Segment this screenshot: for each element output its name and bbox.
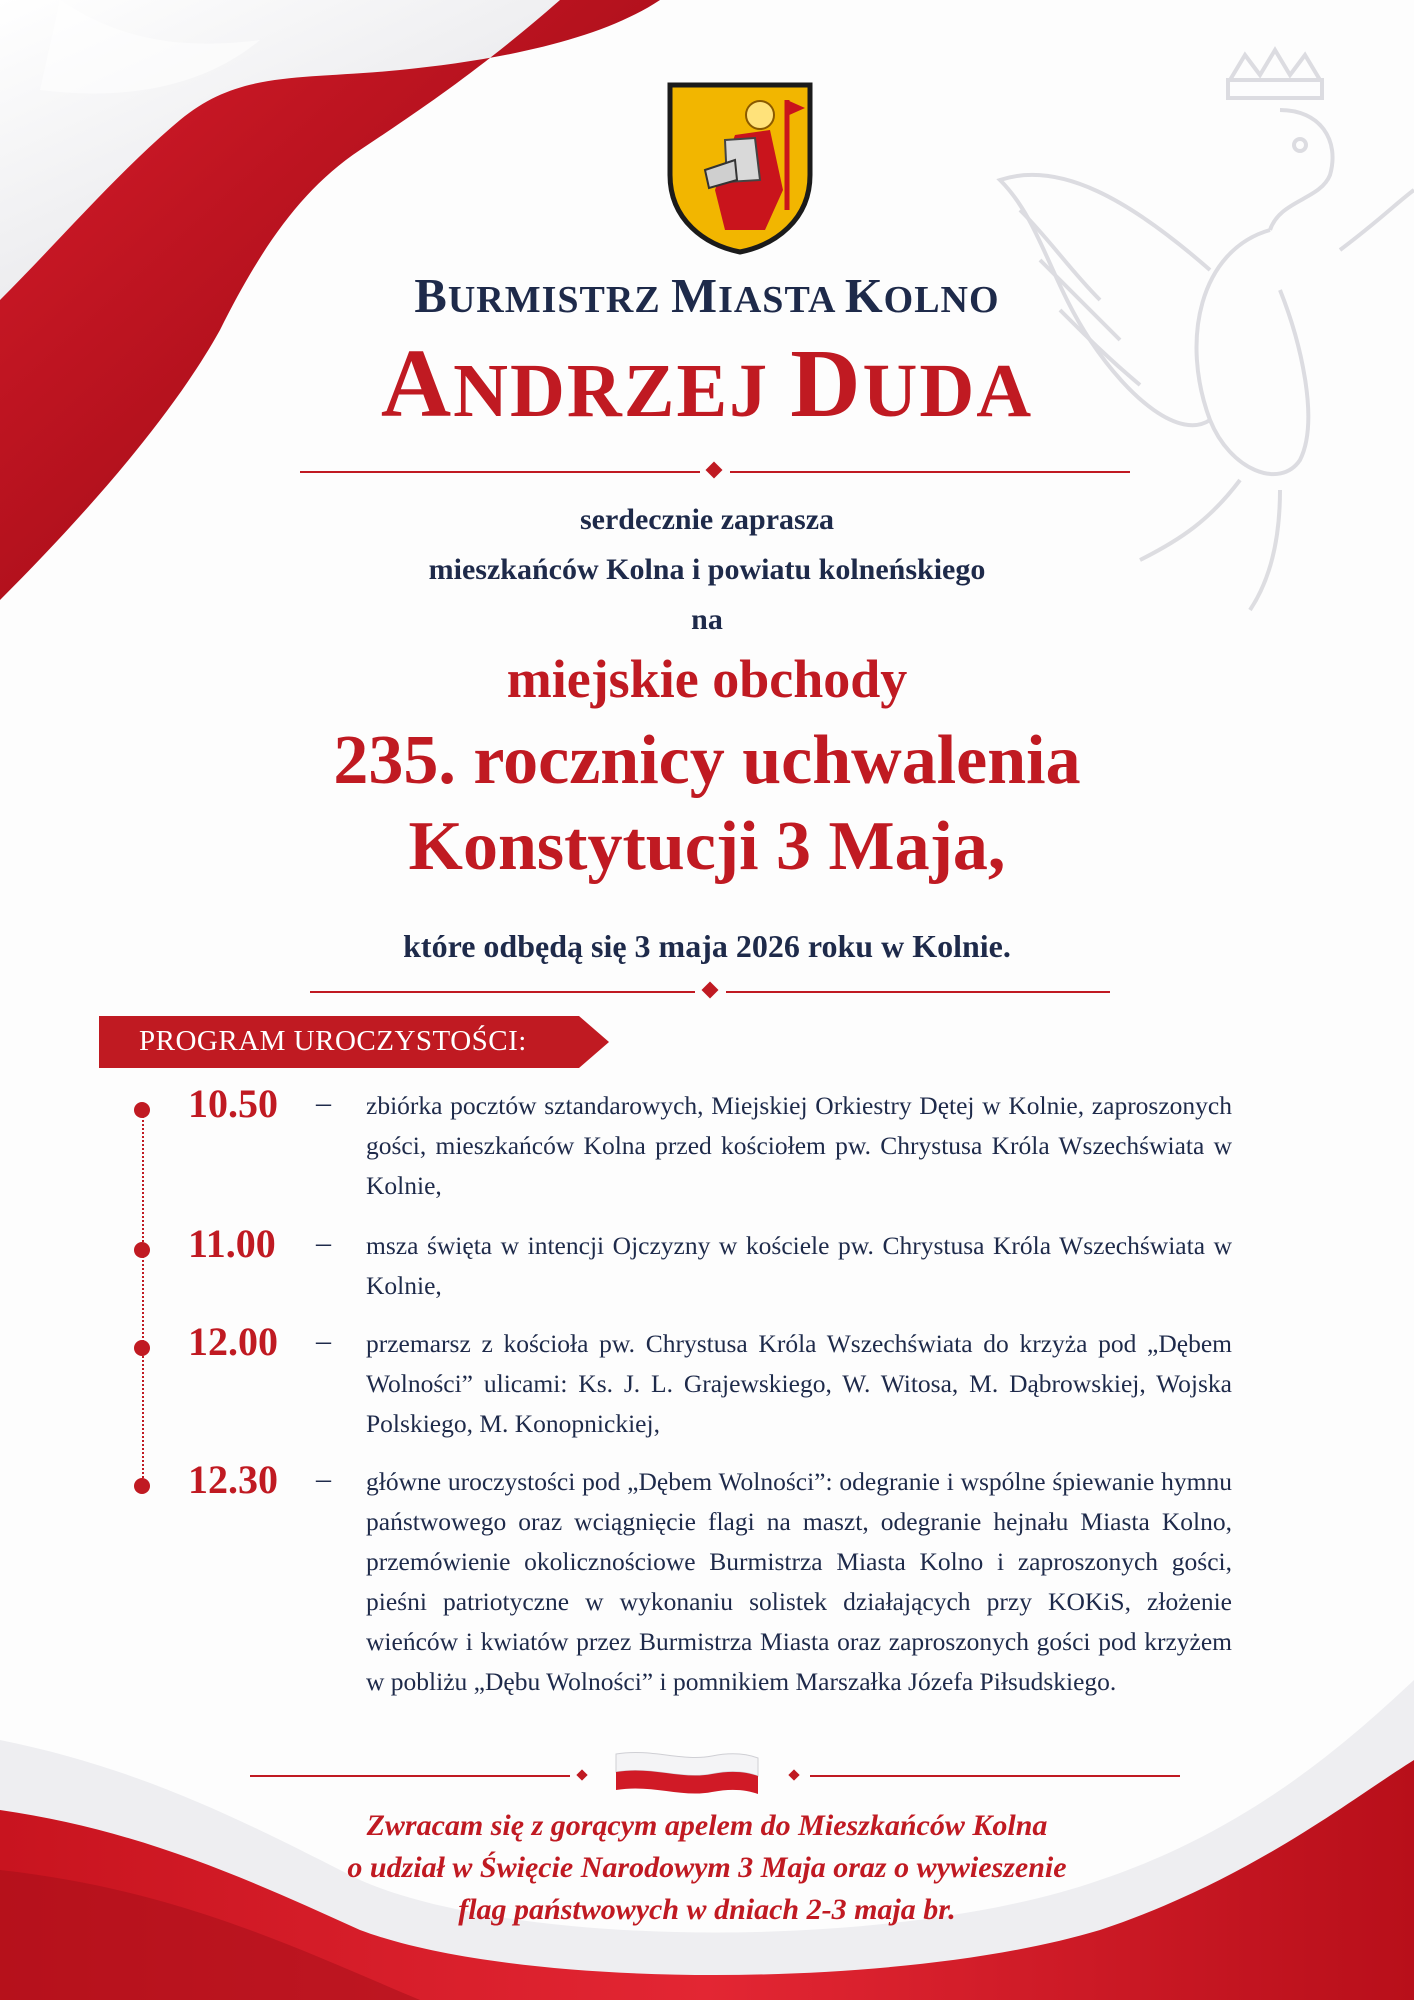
program-label: PROGRAM UROCZYSTOŚCI: — [139, 1025, 527, 1057]
closing-appeal — [0, 1805, 1414, 1931]
bullet-dot — [134, 1102, 150, 1118]
subtitle-initial: K — [844, 269, 884, 323]
invitation-line: na — [691, 603, 723, 636]
ornament-divider — [310, 982, 1110, 1002]
closing-line: o udział w Święcie Narodowym 3 Maja oraz o wywieszenie — [347, 1851, 1067, 1884]
subtitle-initial: B — [414, 269, 448, 323]
program-description: główne uroczystości pod „Dębem Wolności”: odegranie i wspólne śpiewanie hymnu państwowego oraz wciągnięcie flagi na maszt, odegranie hejnału Miasta Kolno, przemówienie okolicznościowe Burmistrza Miasta Kolno i zaproszonych gości, pieśni patriotyczne w wykonaniu solistek działających przy KOKiS, złożenie wieńców i kwiatów przez Burmistrza Miasta oraz zaproszonych gości pod krzyżem w pobliżu „Dębu Wolności” i pomnikiem Marszałka Józefa Piłsudskiego. — [366, 1467, 1232, 1696]
program-dash: – — [316, 1226, 331, 1259]
closing-line: flag państwowych w dniach 2-3 maja br. — [458, 1893, 956, 1926]
program-description: zbiórka pocztów sztandarowych, Miejskiej Orkiestry Dętej w Kolnie, zaproszonych gości, mieszkańców Kolna przed kościołem pw. Chrystusa Króla Wszechświata w Kolnie, — [366, 1091, 1232, 1200]
name-initial: D — [790, 330, 863, 438]
program-dash: – — [316, 1462, 331, 1495]
event-date: które odbędą się 3 maja 2026 roku w Kolnie. — [403, 928, 1011, 964]
subtitle-word: URMISTRZ — [447, 279, 661, 321]
subtitle-word: OLNO — [883, 279, 1000, 321]
program-time: 11.00 — [188, 1221, 276, 1266]
subtitle-word: IASTA — [718, 279, 835, 321]
name-initial: A — [380, 330, 454, 438]
program-banner — [99, 1016, 609, 1068]
kolno-coat-of-arms — [665, 80, 815, 256]
event-title-line: 235. rocznicy uchwalenia — [333, 722, 1081, 799]
invitation-line: serdecznie zaprasza — [579, 503, 835, 536]
mayor-title — [0, 268, 1414, 324]
name-word: NDRZEJ — [453, 349, 770, 433]
invitation-line: mieszkańców Kolna i powiatu kolneńskiego — [428, 553, 986, 586]
bullet-dot — [134, 1242, 150, 1258]
event-title-line: Konstytucji 3 Maja, — [408, 808, 1006, 885]
small-polish-flag — [612, 1748, 762, 1800]
name-word: UDA — [862, 349, 1034, 433]
program-description: przemarsz z kościoła pw. Chrystusa Króla Wszechświata do krzyża pod „Dębem Wolności” ulicami: Ks. J. L. Grajewskiego, W. Witosa, M. Dąbrowskiej, Wojska Polskiego, M. Konopnickiej, — [366, 1329, 1232, 1438]
program-time: 12.30 — [188, 1457, 278, 1502]
closing-line: Zwracam się z gorącym apelem do Mieszkańców Kolna — [366, 1809, 1048, 1842]
program-dash: – — [316, 1086, 331, 1119]
event-title-line: miejskie obchody — [506, 649, 908, 709]
ornament-divider — [300, 462, 1130, 482]
bullet-dot — [134, 1478, 150, 1494]
mayor-name — [0, 330, 1414, 438]
subtitle-initial: M — [671, 269, 719, 323]
program-dash: – — [316, 1324, 331, 1357]
program-time: 10.50 — [188, 1081, 278, 1126]
program-description: msza święta w intencji Ojczyzny w kościele pw. Chrystusa Króla Wszechświata w Kolnie, — [366, 1231, 1232, 1300]
bullet-dot — [134, 1340, 150, 1356]
program-time: 12.00 — [188, 1319, 278, 1364]
timeline-line — [142, 1104, 146, 1482]
